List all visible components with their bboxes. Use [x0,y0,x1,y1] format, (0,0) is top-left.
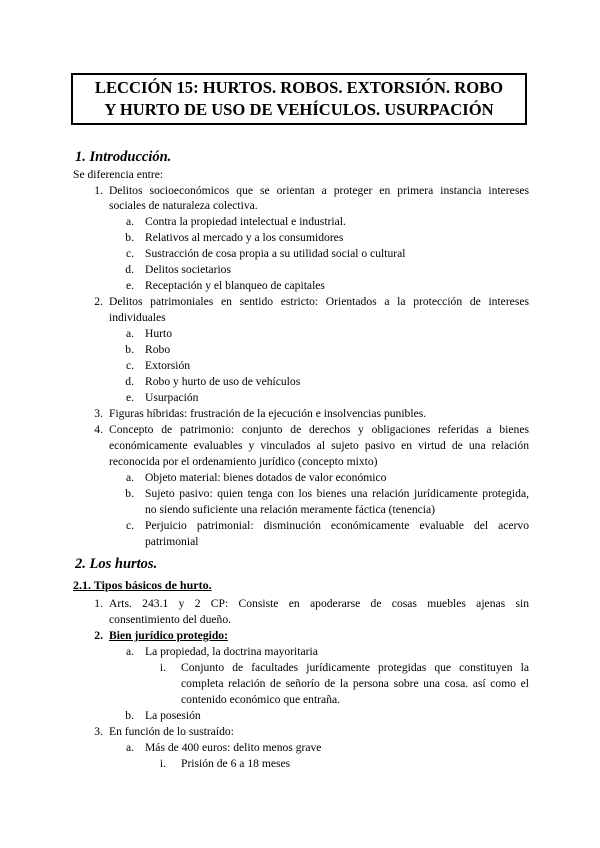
list-marker: 1. [94,597,103,610]
list-marker: 1. [94,184,103,197]
list-marker: c. [125,359,134,372]
list-item-text: Objeto material: bienes dotados de valor económico [145,471,387,484]
list-item-text: Sustracción de cosa propia a su utilidad social o cultural [145,247,406,260]
list-item-label: Bien jurídico protegido: [109,629,228,642]
list-item-text: Robo y hurto de uso de vehículos [145,375,301,388]
list-item-text: no siendo suficiente una relación meramente fáctica (tenencia) [145,503,436,516]
list-marker: b. [125,343,134,356]
list-marker: i. [159,661,166,674]
list-item-text: Delitos societarios [145,263,231,276]
list-item-text: Hurto [145,327,173,340]
list-item-text: económicamente evaluables y vinculados al sujeto pasivo en virtud de una relación [109,439,529,452]
list-item-text: Concepto de patrimonio: conjunto de derechos y obligaciones referidas a bienes [109,423,529,436]
list-item-text: Figuras híbridas: frustración de la ejecución e insolvencias punibles. [109,407,427,420]
list-item-text: Usurpación [145,391,199,404]
section-2-heading: 2. Los hurtos. [75,556,158,572]
list-marker: c. [125,247,134,260]
list-marker: d. [125,263,134,276]
list-item-text: Más de 400 euros: delito menos grave [145,741,322,754]
list-item-text: contenido económico que entraña. [181,693,341,706]
title-line-2: Y HURTO DE USO DE VEHÍCULOS. USURPACIÓN [104,100,494,119]
list-item-text: Extorsión [145,359,191,372]
list-item-text: La posesión [145,709,201,722]
section-1-intro: Se diferencia entre: [73,168,164,181]
list-marker: 2. [94,295,103,308]
list-item-text: Relativos al mercado y a los consumidores [145,231,344,244]
section-1-heading: 1. Introducción. [75,149,172,165]
list-item-text: Delitos patrimoniales en sentido estricto: Orientados a la protección de intereses [109,295,529,308]
list-marker: 3. [94,725,103,738]
list-marker: a. [125,327,134,340]
list-item-text: Arts. 243.1 y 2 CP: Consiste en apoderarse de cosas muebles ajenas sin [109,597,529,610]
list-marker: a. [125,741,134,754]
list-marker: b. [125,231,134,244]
list-marker: a. [125,215,134,228]
list-item-text: La propiedad, la doctrina mayoritaria [145,645,318,658]
list-item-text: Conjunto de facultades jurídicamente protegidas que constituyen la [181,661,529,674]
list-marker: 2. [94,629,103,642]
lesson-title-box [71,73,527,125]
list-item-text: Prisión de 6 a 18 meses [181,757,291,770]
list-marker: b. [125,709,134,722]
list-item-text: Receptación y el blanqueo de capitales [145,279,325,292]
list-marker: c. [125,519,134,532]
list-item-text: completa relación de señorío de la persona sobre una cosa. así como el [181,677,529,690]
list-marker: e. [125,391,134,404]
list-marker: b. [125,487,134,500]
list-marker: e. [125,279,134,292]
list-marker: i. [159,757,166,770]
list-item-text: Contra la propiedad intelectual e industrial. [145,215,346,228]
list-marker: d. [125,375,134,388]
title-line-1: LECCIÓN 15: HURTOS. ROBOS. EXTORSIÓN. ROBO [94,78,504,97]
list-item-text: patrimonial [145,535,199,548]
list-marker: 3. [94,407,103,420]
list-item-text: Sujeto pasivo: quien tenga con los bienes una relación jurídicamente protegida, [145,487,529,500]
list-marker: a. [125,471,134,484]
list-item-text: En función de lo sustraído: [109,725,234,738]
list-item-text: Perjuicio patrimonial: disminución económicamente evaluable del acervo [145,519,529,532]
list-item-text: sociales de naturaleza colectiva. [109,199,258,212]
section-2-1-subheading: 2.1. Tipos básicos de hurto. [73,578,212,592]
list-item-text: Delitos socioeconómicos que se orientan a proteger en primera instancia intereses [109,184,529,197]
list-marker: a. [125,645,134,658]
list-item-text: reconocida por el ordenamiento jurídico (concepto mixto) [109,455,378,468]
list-item-text: Robo [145,343,171,356]
list-item-text: consentimiento del dueño. [109,613,232,626]
list-marker: 4. [94,423,103,436]
list-item-text: individuales [109,311,166,324]
